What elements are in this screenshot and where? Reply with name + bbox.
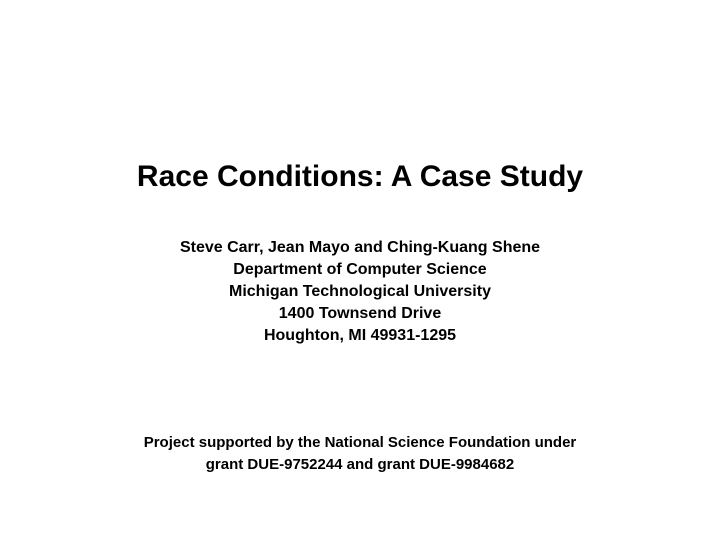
department: Department of Computer Science xyxy=(233,261,487,278)
author-names: Steve Carr, Jean Mayo and Ching-Kuang Shene xyxy=(179,239,541,256)
university: Michigan Technological University xyxy=(229,283,491,300)
street-address: 1400 Townsend Drive xyxy=(278,305,442,322)
funding-note xyxy=(0,432,720,476)
slide-title: Race Conditions: A Case Study xyxy=(136,160,584,193)
city-address: Houghton, MI 49931-1295 xyxy=(263,327,457,344)
funding-line-2: grant DUE-9752244 and grant DUE-9984682 xyxy=(205,456,515,473)
author-block xyxy=(0,237,720,347)
funding-line-1: Project supported by the National Science Foundation under xyxy=(143,434,577,451)
